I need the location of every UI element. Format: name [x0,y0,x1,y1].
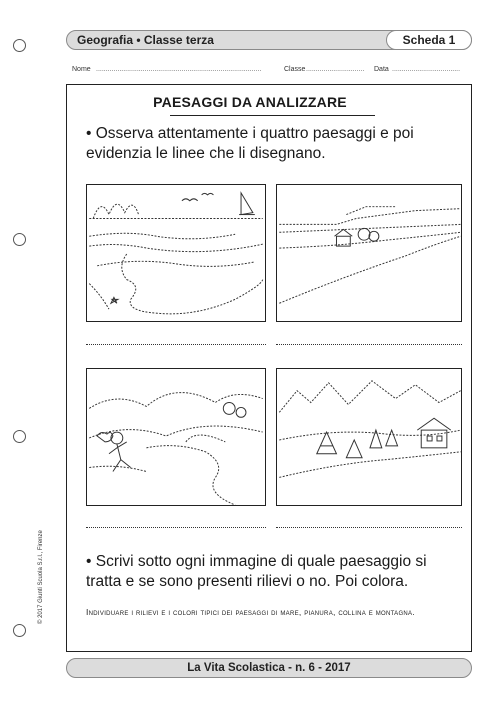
picture-plain [276,184,462,322]
mountain-landscape-drawing [277,369,461,505]
picture-mountain [276,368,462,506]
plain-landscape-drawing [277,185,461,321]
sea-landscape-drawing [87,185,265,321]
teacher-note: Individuare i rilievi e i colori tipici dei paesaggi di mare, pianura, collina e montagna. [86,607,416,617]
answer-line-sea[interactable] [86,344,266,345]
name-label: Nome [72,66,91,73]
footer-bar: La Vita Scolastica - n. 6 - 2017 [66,658,472,678]
date-field[interactable]: ................................... [392,66,461,73]
picture-sea [86,184,266,322]
instruction-1: • Osserva attentamente i quattro paesaggi e poi evidenzia le linee che li disegnano. [86,125,414,162]
name-field[interactable]: ..................................................................................... [96,66,262,73]
picture-hill [86,368,266,506]
instruction-2: • Scrivi sotto ogni immagine di quale paesaggio si tratta e se sono presenti rilievi o no. Poi colora. [86,553,427,590]
subject-label: Geografia • Classe terza [77,33,214,47]
binder-hole-3 [13,430,26,443]
header-bar [66,30,472,50]
answer-line-hill[interactable] [86,527,266,528]
class-field[interactable]: .............................. [306,66,365,73]
binder-hole-4 [13,624,26,637]
hill-landscape-drawing [87,369,265,505]
worksheet-title: PAESAGGI DA ANALIZZARE [153,94,347,110]
binder-hole-1 [13,39,26,52]
answer-line-plain[interactable] [276,344,462,345]
binder-hole-2 [13,233,26,246]
class-label: Classe [284,66,306,73]
date-label: Data [374,66,389,73]
sheet-number-badge: Scheda 1 [386,30,472,50]
answer-line-mountain[interactable] [276,527,462,528]
title-underline [170,115,375,116]
copyright-notice: © 2017 Giunti Scuola S.r.l., Firenze [38,530,44,624]
